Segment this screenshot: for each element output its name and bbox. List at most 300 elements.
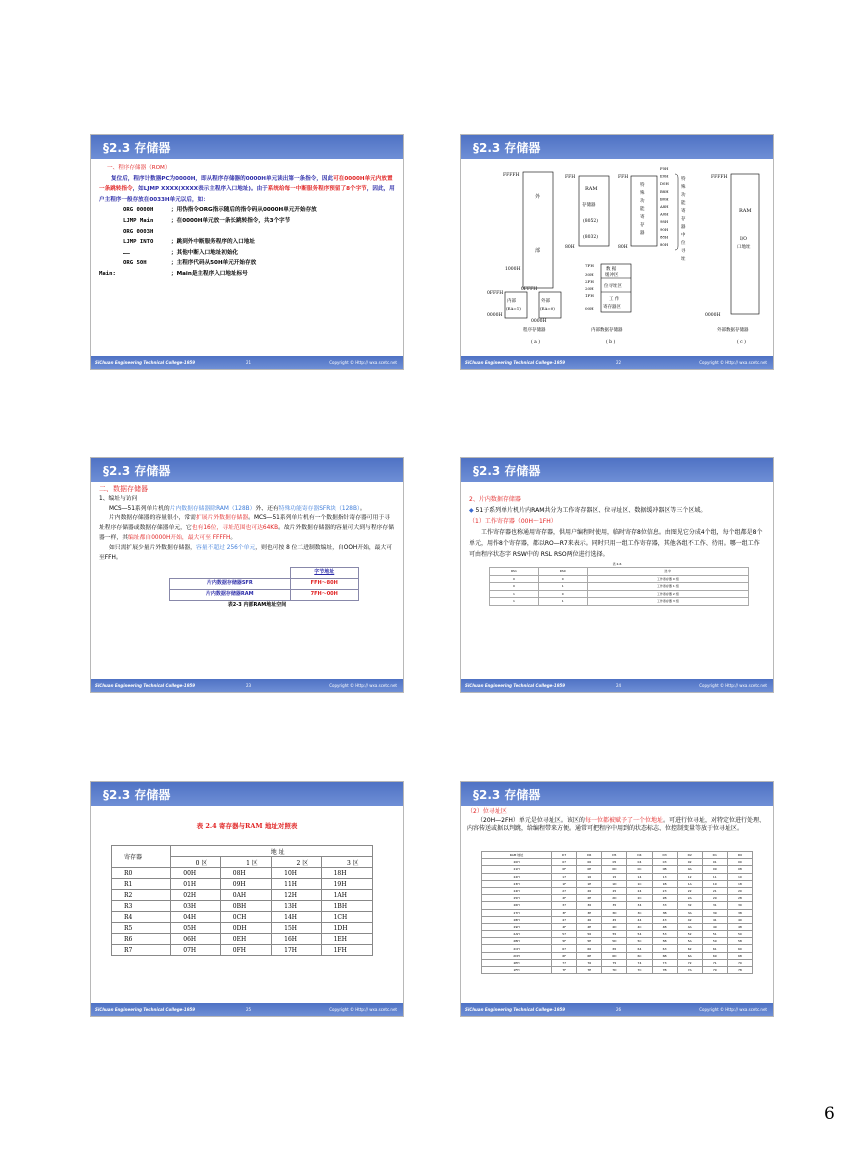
memory-map-diagram [461,160,774,358]
table-cell: 2B [652,895,677,902]
table-row [490,583,749,591]
table-cell: 1AH [321,890,372,901]
table-row [112,923,373,934]
table-cell: 19 [702,880,727,887]
table-cell: 22H [482,873,552,880]
table-cell: 15H [272,923,321,934]
code-instruction: LJMP INTO [123,239,154,246]
table-cell: 27 [552,887,577,894]
code-comment: ；其他中断入口地址初始化 [171,249,239,256]
code-line [99,237,395,248]
table-cell: 0A [677,866,702,873]
table-cell: 03 [652,859,677,866]
table-cell: 工作寄存器 2 组 [587,590,748,598]
table-cell: 2AH [482,931,552,938]
table-cell: 0BH [220,901,271,912]
table-cell: 1 [490,590,539,598]
table-cell: 4C [627,923,652,930]
sub-heading: （1）工作寄存器（00H～1FH） [469,518,557,525]
table-row [482,887,753,894]
table-cell: 2A [677,895,702,902]
addr-label: FFH [565,175,576,180]
table-cell: 2C [627,895,652,902]
table-row [482,945,753,952]
table-cell: 10 [727,873,752,880]
table-cell: 13H [272,901,321,912]
table-cell: 72 [677,959,702,966]
table-cell: 16 [577,873,602,880]
text-run: 扩展片外数据存储器 [195,515,249,522]
sfr-address-list [659,166,669,247]
table-cell: 06 [577,859,602,866]
table-cell: 5C [627,938,652,945]
table-cell: 05 [602,859,627,866]
table-cell: 28 [727,895,752,902]
table-cell: 21H [482,866,552,873]
table-cell: 59 [702,938,727,945]
footer-college: SiChuan Engineering Technical College-1959 [465,360,566,365]
footer-copyright: Copyright © Http:// wxa.scetc.net [699,360,767,365]
table-cell: 7C [627,967,652,974]
table-row [112,934,373,945]
table-cell: 5D [602,938,627,945]
slide-header [461,782,773,806]
table-cell: R4 [112,912,171,923]
svg-text:址: 址 [681,257,686,262]
table-cell: 1EH [321,934,372,945]
addr-label: 30H [585,272,594,277]
text-run: ，如LJMP XXXX(XXXX表示主程序入口地址)。由于 [132,186,268,193]
table-cell: 74 [627,959,652,966]
addr-label: 0000H [705,313,721,318]
table-header: 2 区 [272,857,321,868]
table-cell: 32 [677,902,702,909]
table-row [112,879,373,890]
slide-header [91,782,403,806]
code-comment: ；在0000H单元放一条长跳转指令，共3个字节 [171,217,291,224]
diamond-bullet-icon: ◆ [469,507,474,514]
section-heading: （2）位寻址区 [467,808,507,815]
table-header: 寄存器 [112,846,171,868]
table-cell: 7A [677,967,702,974]
slide-footer [461,1003,773,1016]
table-cell: 5B [652,938,677,945]
text-run: 片内数据存储器除RAM（128B） [169,505,256,512]
table-cell: 0EH [220,934,271,945]
svg-text:功: 功 [640,199,645,204]
table-header: 3 区 [321,857,372,868]
section-heading: 二、数据存储器 [99,485,148,493]
table-header: RS1 [490,568,539,576]
code-comment: ；跳到外中断服务程序的入口地址 [171,239,255,246]
table-cell: 03H [171,901,220,912]
slide-26 [460,781,774,1017]
addr-label: 1FH [585,293,594,298]
table-header: D3 [652,852,677,859]
table-cell: 08 [727,866,752,873]
svg-text:殊: 殊 [681,185,686,190]
table-cell: 1E [577,880,602,887]
svg-text:特: 特 [681,177,686,182]
code-comment: ；用伪指令ORG指示随后的指令码从0000H单元开始存放 [171,207,317,214]
sub-heading: 1、编址与访问 [99,495,138,502]
table-cell: 3C [627,909,652,916]
text-run: 。故片外数据存储器的容量可大到与程序存储器一样，其 [99,525,395,541]
table-cell: 30 [727,902,752,909]
table-cell: 78 [727,967,752,974]
table-cell: 23 [652,887,677,894]
table-row [112,912,373,923]
ram-label: RAM [585,186,598,192]
paragraph [99,174,395,206]
table-cell: 25H [482,895,552,902]
table-cell: 2E [577,895,602,902]
table-header: D7 [552,852,577,859]
code-line [99,227,395,238]
table-cell: 34 [627,902,652,909]
table-cell: 0 [490,583,539,591]
table-cell: 75 [602,959,627,966]
table-cell: 10H [272,868,321,879]
table-cell: 24H [482,887,552,894]
table-cell: 7E [577,967,602,974]
table-cell: 0D [602,866,627,873]
code-comment: ；Main是主程序入口地址标号 [171,270,248,277]
ext-label: 部 [535,248,541,254]
table-cell: 39 [702,909,727,916]
paragraph: 工作寄存器也称通用寄存器，供用户编程时使用，临时寄存8位信息。由图见它分成4个组，每个组都是8个单元，用作8个寄存器，都以RO—R7来表示。同时只用一组工作寄存器，其他各组不工作、待用。哪一组工作可由程序状态字 RSW中的 RSL RSO两位进行选择。 [469,529,763,558]
table-cell: 20H [482,859,552,866]
table-header: 字节地址 [290,568,359,579]
addr-label: 0000H [531,319,547,324]
table-cell: 00 [727,859,752,866]
table-header: D5 [602,852,627,859]
table-cell: 7B [652,967,677,974]
slide-footer [91,356,403,369]
table-cell: 45 [602,916,627,923]
table-row [490,598,749,606]
table-cell: 38 [727,909,752,916]
table-cell: 2FH [482,967,552,974]
table-row [482,902,753,909]
footer-copyright: Copyright © Http:// wxa.scetc.net [329,683,397,688]
svg-text:位: 位 [681,241,686,246]
slide-header [461,458,773,482]
table-cell: 56 [577,931,602,938]
table-cell: 49 [702,923,727,930]
text-run: 。 [359,505,366,512]
footer-page: 26 [616,1007,622,1012]
caption: 内部数据存储器 [591,328,623,333]
table-caption: 表2-3 内部RAM地址空间 [227,601,287,608]
table-cell: 14H [272,912,321,923]
addr-label: FFH [618,175,629,180]
table-cell: 0 [538,575,587,583]
table-cell: 25 [602,887,627,894]
caption: 外部数据存储器 [717,328,749,333]
table-cell: 工作寄存器 3 组 [587,598,748,606]
svg-text:中: 中 [681,233,686,238]
table-cell: 0FH [220,945,271,956]
table-header-row [482,852,753,859]
sfr-address: D0H [660,181,669,187]
table-cell: 4A [677,923,702,930]
sfr-address: A8H [660,204,669,209]
sfr-address: A0H [660,211,669,217]
bit-label: 位寻址区 [604,284,622,289]
text-run: 可在0000H单元内放置一条跳转指令 [99,175,393,193]
section-heading: 一、程序存储器（ROM） [107,165,171,171]
svg-text:寄: 寄 [681,209,686,214]
table-cell: 71 [702,959,727,966]
table-cell: 20 [727,887,752,894]
table-cell: 1CH [321,912,372,923]
table-cell: 0E [577,866,602,873]
table-cell: 2CH [482,945,552,952]
table-cell: 18 [727,880,752,887]
table-row [482,931,753,938]
table-cell: 08H [220,868,271,879]
table-header: 0 区 [171,857,220,868]
table-cell: 15 [602,873,627,880]
table-cell: 7F [552,967,577,974]
table-cell: 36 [577,902,602,909]
code-instruction: …… [123,249,130,256]
code-line [99,216,395,227]
footer-page: 25 [246,1007,252,1012]
table-cell: R1 [112,879,171,890]
table-row [170,579,359,590]
table-cell: 57 [552,931,577,938]
svg-text:存: 存 [681,217,686,222]
footer-college: SiChuan Engineering Technical College-1959 [95,1007,196,1012]
svg-text:特: 特 [640,183,645,188]
table-cell: 62 [677,945,702,952]
table-header: D1 [702,852,727,859]
table-cell: 6D [602,952,627,959]
table-cell: R2 [112,890,171,901]
table-cell: 0AH [220,890,271,901]
paragraph [99,505,395,515]
table-cell: 46 [577,916,602,923]
sfr-address: E0H [660,173,669,179]
table-cell: 7FH～00H [290,589,359,600]
table-row [112,945,373,956]
bullet-text: 51子系列单片机片内RAM共分为工作寄存器区、位寻址区、数据缓冲器区等三个区域。 [475,507,707,514]
table-cell: 02H [171,890,220,901]
text-run: 。MCS—51系列单片机有一个数据指针寄存器可用于寻址程序存储器或数据存储器单元，它 [99,515,390,532]
footer-copyright: Copyright © Http:// wxa.scetc.net [329,360,397,365]
footer-college: SiChuan Engineering Technical College-1959 [465,1007,566,1012]
table-cell: 1 [538,598,587,606]
footer-page: 21 [246,360,252,365]
table-cell: 4B [652,923,677,930]
table-cell: 66 [577,945,602,952]
table-cell: 02 [677,859,702,866]
table-cell: 27H [482,909,552,916]
text-run: 特殊功能寄存器SFR块（128B） [278,505,360,512]
table-header: RS0 [538,568,587,576]
table-cell: 04H [171,912,220,923]
table-cell: 1BH [321,901,372,912]
chip-label: (8052) [583,219,598,224]
table-cell: 5E [577,938,602,945]
addr-label: 0FFFH [487,291,504,296]
footer-page: 23 [246,683,252,688]
table-cell: 33 [652,902,677,909]
table-title: 表 2.4 寄存器与RAM 地址对照表 [196,822,298,830]
table-cell: 6B [652,952,677,959]
table-row [112,868,373,879]
table-cell: 29H [482,923,552,930]
table-cell: 4E [577,923,602,930]
table-cell: 3F [552,909,577,916]
table-cell: 40 [727,916,752,923]
table-cell: 0DH [220,923,271,934]
table-cell: 18H [321,868,372,879]
table-cell: 0 [490,575,539,583]
table-cell: 04 [627,859,652,866]
table-cell: 12H [272,890,321,901]
table-cell: 2BH [482,938,552,945]
table-header: 1 区 [220,857,271,868]
footer-copyright: Copyright © Http:// wxa.scetc.net [329,1007,397,1012]
table-cell: 31 [702,902,727,909]
sfr-address: 90H [660,226,669,232]
paragraph [99,544,395,564]
table-cell: 7D [602,967,627,974]
table-cell: 79 [702,967,727,974]
table-cell: 28H [482,916,552,923]
table-cell: 22 [677,887,702,894]
text-run: ，因此，用户主程序一般存放在0033H单元以后，如： [99,186,395,203]
table-cell: 09 [702,866,727,873]
table-cell: 1DH [321,923,372,934]
table-cell: 1A [677,880,702,887]
slide-title: §2.3 存储器 [473,141,541,155]
table-cell: 58 [727,938,752,945]
ext-box-label: 外部 [541,299,550,304]
table-cell: 17H [272,945,321,956]
table-cell: 09H [220,879,271,890]
buf-label: 缓冲区 [605,273,619,278]
table-cell: 0C [627,866,652,873]
footer-copyright: Copyright © Http:// wxa.scetc.net [699,1007,767,1012]
sfr-address: 80H [660,242,669,247]
table-header: D0 [727,852,752,859]
table-cell: 1 [490,598,539,606]
slide-footer [461,679,773,692]
text-run: 如只需扩展少量片外数据存储器， [109,544,196,551]
table-row [112,890,373,901]
table-cell: 13 [652,873,677,880]
table-cell: 07 [552,859,577,866]
slide-header [461,135,773,159]
table-cell: 2F [552,895,577,902]
table-cell: 51 [702,931,727,938]
code-line [99,248,395,259]
table-header: D2 [677,852,702,859]
footer-college: SiChuan Engineering Technical College-1959 [95,683,196,688]
footer-copyright: Copyright © Http:// wxa.scetc.net [699,683,767,688]
code-line [99,205,395,216]
svg-text:寻: 寻 [681,249,686,254]
table-row [490,575,749,583]
table-cell: 0 [538,590,587,598]
svg-text:殊: 殊 [640,191,645,196]
sfr-address: F0H [660,166,669,171]
table-cell: 06H [171,934,220,945]
table-cell: 67 [552,945,577,952]
page-number: 6 [824,1104,835,1124]
addr-label: 80H [565,245,575,250]
table-row [482,938,753,945]
table-cell: 3B [652,909,677,916]
slide-title: §2.3 存储器 [103,788,171,802]
table-cell: 26H [482,902,552,909]
table-cell: 11H [272,879,321,890]
code-label: Main: [99,270,116,277]
addr-label: 0000H [487,313,503,318]
table-cell: 19H [321,879,372,890]
ram-space-table [169,567,359,600]
table-cell: 47 [552,916,577,923]
table-cell: 3E [577,909,602,916]
table-cell: 6F [552,952,577,959]
text-run: 。可进行位寻址，对特定位进行处理、内容传送或据以判跳，给编程带来方便。通常可把程序中用到的状态标志、位控制变量等放于位寻址区。 [467,816,765,832]
table-cell: FFH～80H [290,579,359,590]
slide-footer [91,679,403,692]
table-header: D6 [577,852,602,859]
slide-22 [460,134,774,370]
addr-label: 1000H [505,267,521,272]
addr-label: FFFFH [503,173,520,178]
addr-label: 20H [585,286,594,291]
table-row [482,880,753,887]
int-box-label: 内部 [507,299,516,304]
table-cell: 片内数据存储器RAM [170,589,291,600]
addr-label: 80H [618,245,628,250]
code-instruction: ORG 0000H [123,207,154,214]
table-header: 选 中 [587,568,748,576]
sfr-address: 88H [660,234,669,240]
table-cell: 35 [602,902,627,909]
table-cell: 43 [652,916,677,923]
table-cell: 01 [702,859,727,866]
table-cell: 11 [702,873,727,880]
table-row [482,923,753,930]
table-cell: 0B [652,866,677,873]
table-cell: 0CH [220,912,271,923]
table-cell: 1D [602,880,627,887]
svg-text:存: 存 [640,223,645,228]
table-header: RAM 地址 [482,852,552,859]
work-label: 寄存器区 [603,305,621,310]
addr-label: 00H [585,306,594,311]
table-cell: 41 [702,916,727,923]
buf-label: 数 据 [606,267,617,272]
svg-text:器: 器 [681,225,686,230]
text-run: 每一位都被赋予了一个位地址 [584,816,663,824]
svg-text:功: 功 [681,193,686,198]
table-cell: 24 [627,887,652,894]
chip-label: (8032) [583,235,598,240]
table-cell: 55 [602,931,627,938]
table-header-row [490,568,749,576]
table-cell: 52 [677,931,702,938]
table-cell: 5A [677,938,702,945]
table-cell: 16H [272,934,321,945]
